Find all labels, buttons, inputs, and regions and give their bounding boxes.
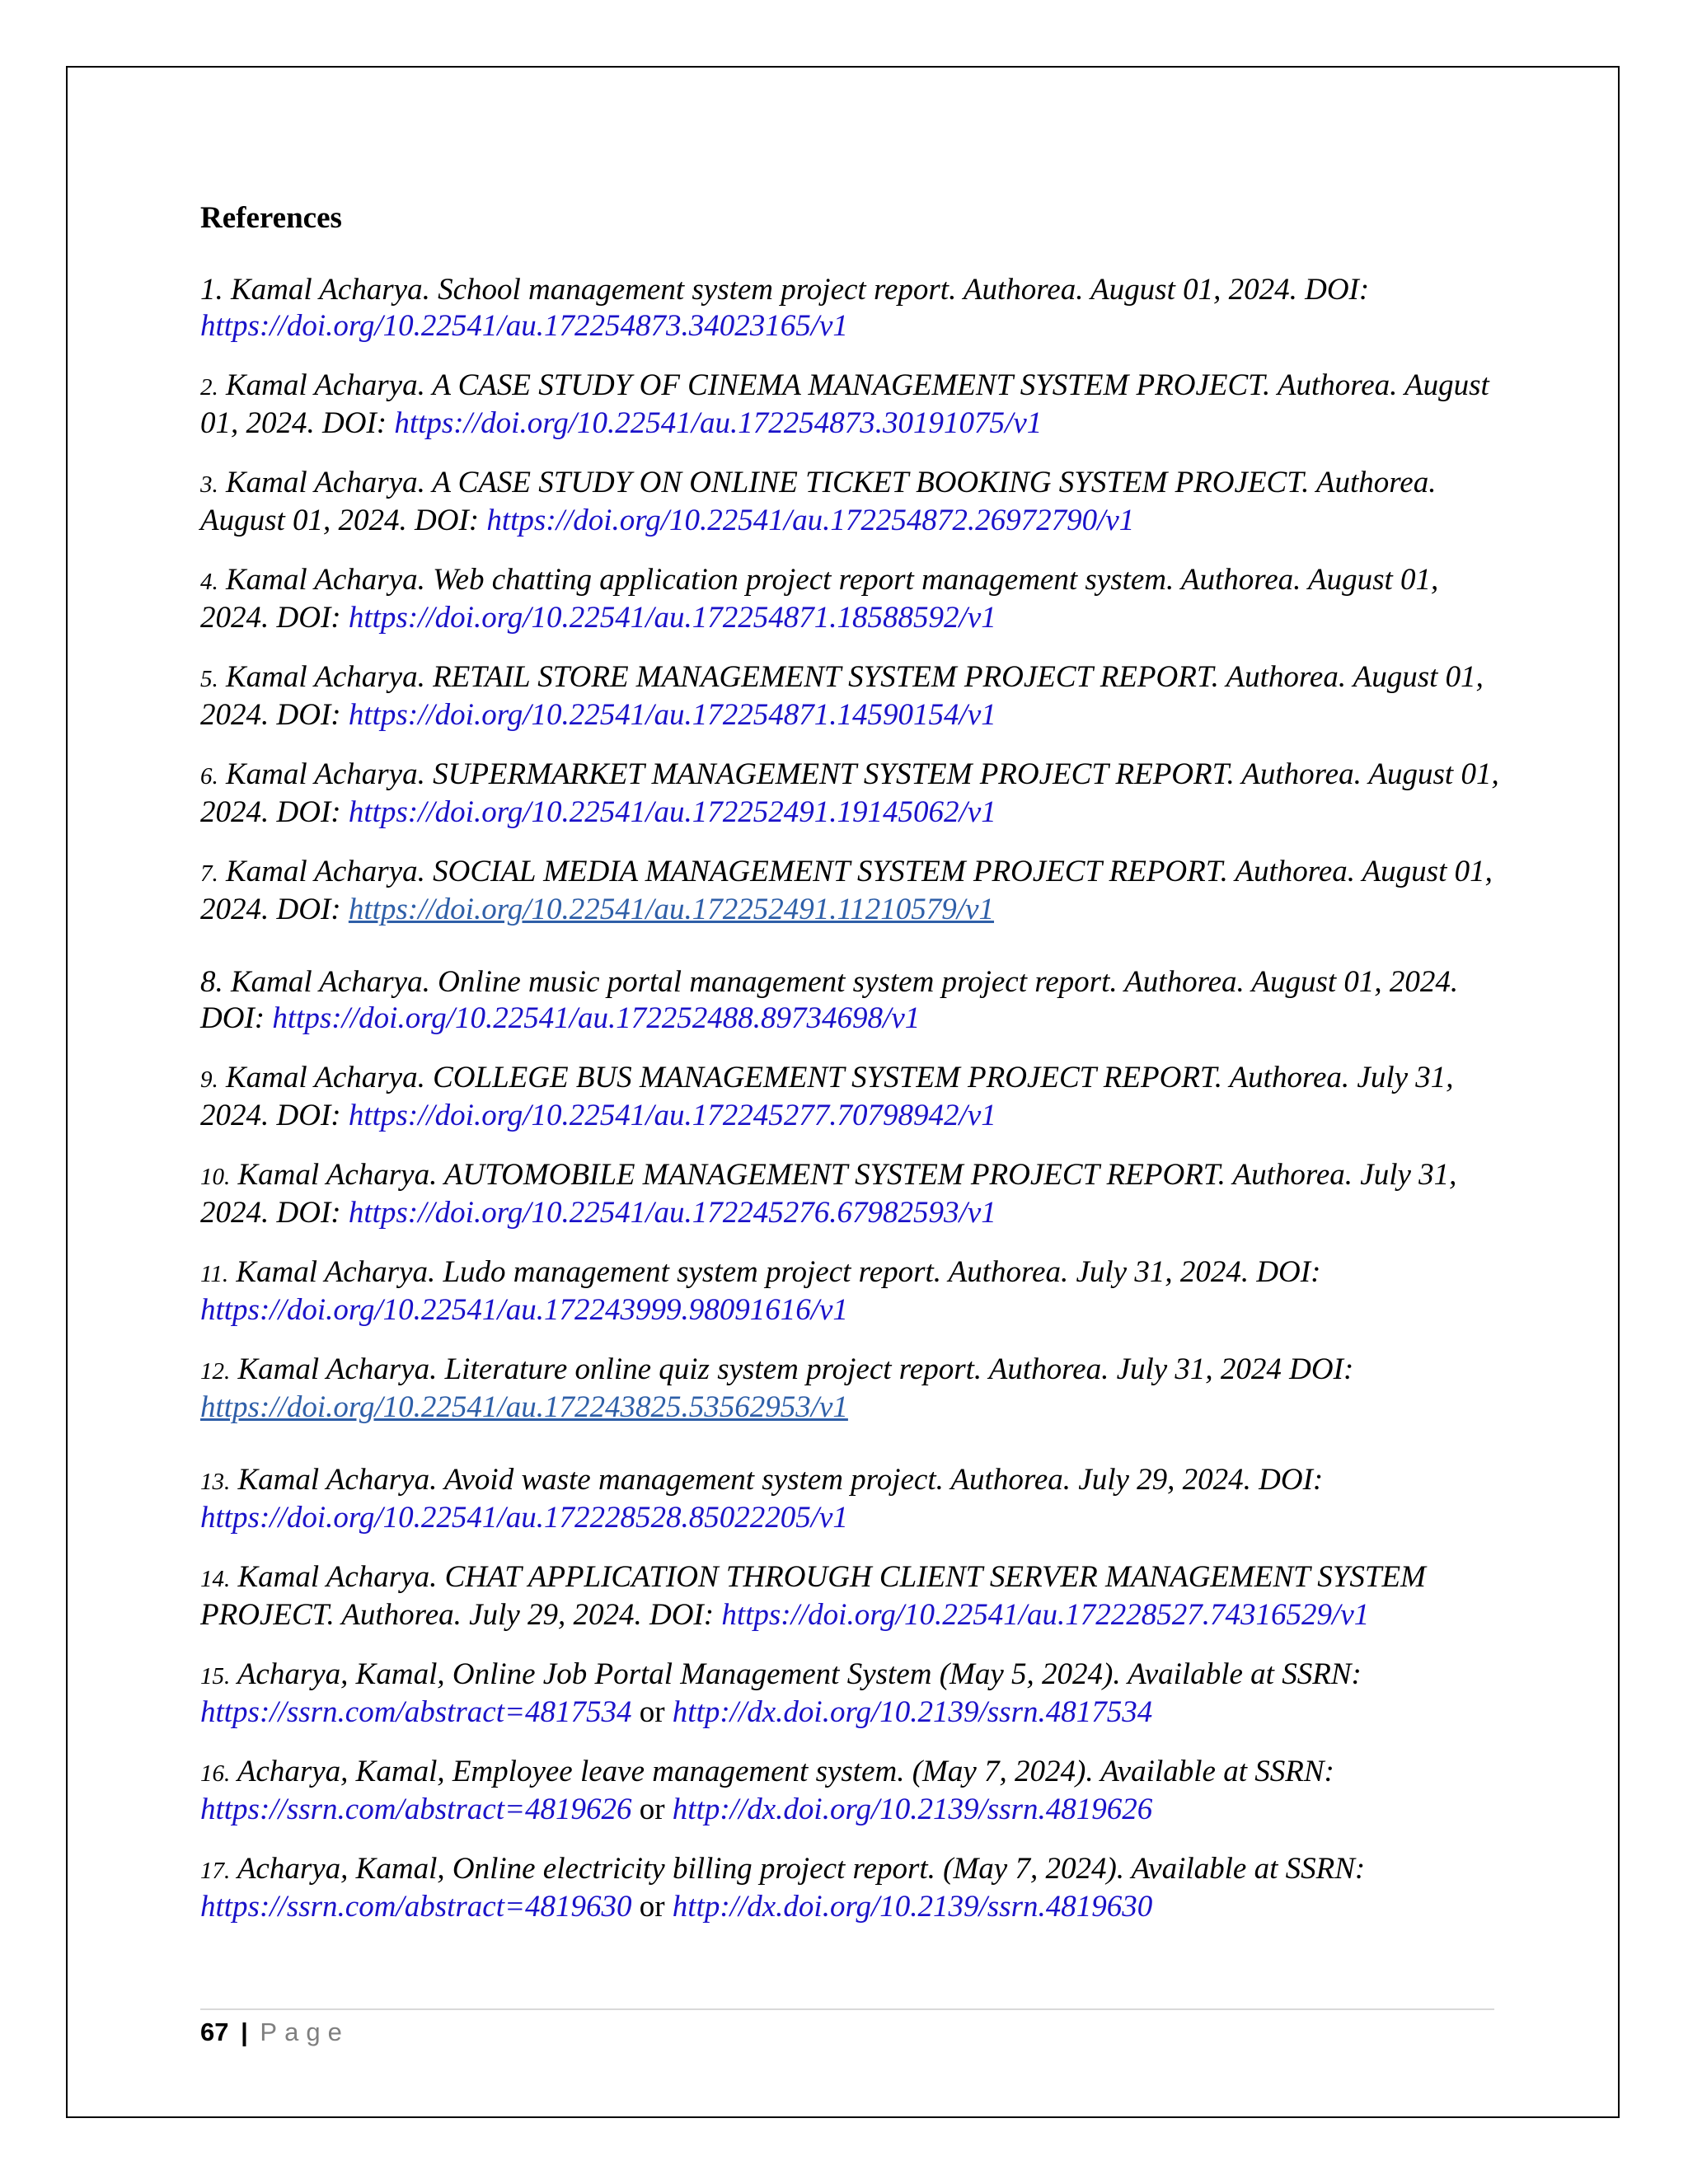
reference-number: 3. (200, 471, 218, 498)
or-text: or (639, 1695, 665, 1729)
reference-text: Acharya, Kamal, Online electricity billing project report. (May 7, 2024). Available at SSRN: (230, 1852, 1366, 1886)
reference-number: 11. (200, 1261, 229, 1287)
doi-link[interactable]: https://doi.org/10.22541/au.172254871.14590154/v1 (348, 698, 996, 732)
doi-link[interactable]: http://dx.doi.org/10.2139/ssrn.4817534 (672, 1695, 1153, 1729)
doi-link[interactable]: https://doi.org/10.22541/au.172254871.18588592/v1 (348, 601, 996, 635)
reference-number: 10. (200, 1164, 231, 1190)
doi-link[interactable]: https://doi.org/10.22541/au.172228527.74316529/v1 (721, 1598, 1370, 1632)
doi-link[interactable]: https://doi.org/10.22541/au.172243825.53562953/v1 (200, 1390, 848, 1424)
reference-number: 8. (200, 965, 223, 999)
ssrn-link[interactable]: https://ssrn.com/abstract=4817534 (200, 1695, 632, 1729)
doi-link[interactable]: http://dx.doi.org/10.2139/ssrn.4819630 (672, 1890, 1153, 1924)
reference-number: 12. (200, 1358, 231, 1385)
doi-link[interactable]: https://doi.org/10.22541/au.172252491.19145062/v1 (348, 795, 996, 829)
reference-item-3 (200, 465, 1503, 539)
reference-item-9 (200, 1060, 1503, 1134)
reference-number: 16. (200, 1760, 231, 1787)
reference-item-4 (200, 562, 1503, 636)
ssrn-link[interactable]: https://ssrn.com/abstract=4819626 (200, 1793, 632, 1826)
doi-link[interactable]: https://doi.org/10.22541/au.172252488.89734698/v1 (272, 1001, 921, 1035)
ssrn-link[interactable]: https://ssrn.com/abstract=4819630 (200, 1890, 632, 1924)
or-text: or (639, 1890, 665, 1924)
references-heading: References (200, 201, 342, 235)
reference-text: Kamal Acharya. Avoid waste management system project. Authorea. July 29, 2024. DOI: (230, 1463, 1324, 1497)
reference-number: 2. (200, 374, 218, 401)
reference-item-16 (200, 1754, 1503, 1828)
reference-item-5 (200, 659, 1503, 733)
reference-item-13 (200, 1462, 1503, 1536)
reference-item-8 (200, 964, 1503, 1037)
reference-number: 5. (200, 666, 218, 692)
doi-link[interactable]: https://doi.org/10.22541/au.172245276.67982593/v1 (348, 1196, 996, 1230)
doi-link[interactable]: https://doi.org/10.22541/au.172252491.11210579/v1 (348, 893, 995, 926)
reference-text: Kamal Acharya. Online music portal management system project report. Authorea. August 01, 2024. DOI: (200, 965, 1459, 1035)
reference-number: 14. (200, 1566, 231, 1592)
reference-text: Kamal Acharya. SUPERMARKET MANAGEMENT SYSTEM PROJECT REPORT. Authorea. August 01, 2024. DOI: (200, 757, 1499, 829)
reference-number: 6. (200, 763, 218, 790)
doi-link[interactable]: https://doi.org/10.22541/au.172254873.30191075/v1 (394, 406, 1043, 440)
references-section (200, 198, 1503, 1948)
reference-item-12 (200, 1352, 1503, 1426)
doi-link[interactable]: https://doi.org/10.22541/au.172228528.85022205/v1 (200, 1501, 848, 1535)
reference-item-14 (200, 1559, 1503, 1633)
reference-text: Kamal Acharya. CHAT APPLICATION THROUGH CLIENT SERVER MANAGEMENT SYSTEM PROJECT. Authorea. July 29, 2024. DOI: (200, 1560, 1426, 1632)
reference-item-2 (200, 368, 1503, 442)
reference-text: Kamal Acharya. School management system project report. Authorea. August 01, 2024. DOI: (223, 273, 1370, 307)
doi-link[interactable]: https://doi.org/10.22541/au.172245277.70798942/v1 (348, 1099, 996, 1132)
reference-number: 4. (200, 569, 218, 595)
reference-text: Kamal Acharya. RETAIL STORE MANAGEMENT SYSTEM PROJECT REPORT. Authorea. August 01, 2024. DOI: (200, 660, 1484, 732)
reference-text: Kamal Acharya. Web chatting application project report management system. Authorea. August 01, 2024. DOI: (200, 563, 1439, 635)
reference-text: Acharya, Kamal, Employee leave management system. (May 7, 2024). Available at SSRN: (230, 1755, 1334, 1788)
reference-number: 7. (200, 860, 218, 887)
reference-text: Kamal Acharya. A CASE STUDY OF CINEMA MANAGEMENT SYSTEM PROJECT. Authorea. August 01, 2024. DOI: (200, 368, 1489, 440)
doi-link[interactable]: https://doi.org/10.22541/au.172243999.98091616/v1 (200, 1293, 848, 1327)
reference-text: Acharya, Kamal, Online Job Portal Management System (May 5, 2024). Available at SSRN: (230, 1657, 1362, 1691)
doi-link[interactable]: https://doi.org/10.22541/au.172254873.34023165/v1 (200, 309, 848, 343)
page-footer (200, 2016, 349, 2049)
page-label: Page (260, 2018, 349, 2046)
reference-number: 9. (200, 1066, 218, 1093)
reference-number: 1. (200, 273, 223, 307)
reference-text: Kamal Acharya. AUTOMOBILE MANAGEMENT SYSTEM PROJECT REPORT. Authorea. July 31, 2024. DOI: (200, 1158, 1457, 1230)
reference-text: Kamal Acharya. SOCIAL MEDIA MANAGEMENT SYSTEM PROJECT REPORT. Authorea. August 01, 2024. DOI: (200, 855, 1493, 926)
reference-item-17 (200, 1851, 1503, 1925)
page-number: 67 (200, 2018, 229, 2046)
reference-text: Kamal Acharya. COLLEGE BUS MANAGEMENT SYSTEM PROJECT REPORT. Authorea. July 31, 2024. DOI: (200, 1061, 1454, 1132)
reference-item-7 (200, 854, 1503, 928)
reference-text: Kamal Acharya. Ludo management system project report. Authorea. July 31, 2024. DOI: (228, 1255, 1321, 1289)
reference-item-10 (200, 1157, 1503, 1231)
or-text: or (639, 1793, 665, 1826)
footer-separator: | (241, 2018, 248, 2046)
reference-item-11 (200, 1254, 1503, 1329)
reference-item-15 (200, 1657, 1503, 1731)
reference-item-1 (200, 272, 1503, 344)
doi-link[interactable]: https://doi.org/10.22541/au.172254872.26972790/v1 (486, 504, 1135, 537)
reference-number: 13. (200, 1469, 231, 1495)
doi-link[interactable]: http://dx.doi.org/10.2139/ssrn.4819626 (672, 1793, 1153, 1826)
reference-item-6 (200, 757, 1503, 831)
footer-divider (200, 2008, 1494, 2010)
reference-text: Kamal Acharya. Literature online quiz system project report. Authorea. July 31, 2024 DOI: (230, 1352, 1354, 1386)
reference-number: 17. (200, 1858, 231, 1884)
reference-text: Kamal Acharya. A CASE STUDY ON ONLINE TICKET BOOKING SYSTEM PROJECT. Authorea. August 01, 2024. DOI: (200, 466, 1437, 537)
reference-number: 15. (200, 1663, 231, 1690)
